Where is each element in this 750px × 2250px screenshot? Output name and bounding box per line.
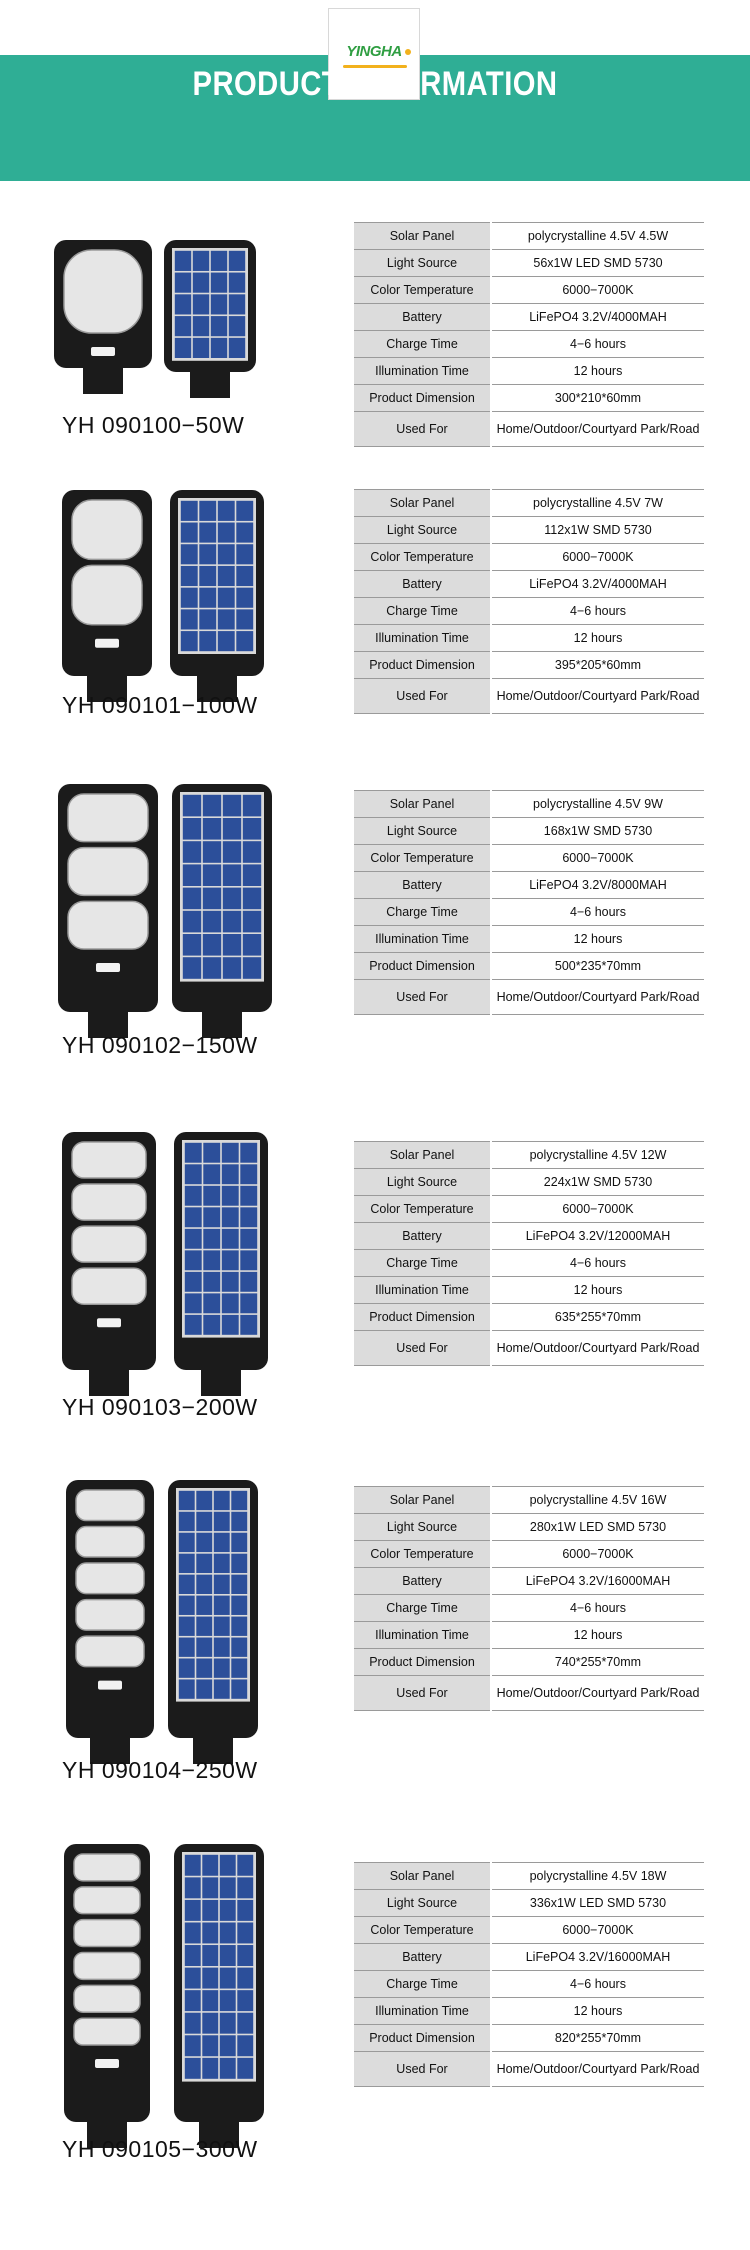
spec-label: Light Source	[354, 1514, 491, 1541]
spec-label: Light Source	[354, 1890, 491, 1917]
spec-label: Color Temperature	[354, 544, 491, 571]
table-row	[354, 625, 704, 652]
spec-label: Solar Panel	[354, 1863, 491, 1890]
lamp-front-image	[60, 1130, 158, 1402]
spec-value: polycrystalline 4.5V 16W	[491, 1487, 704, 1514]
table-row	[354, 1223, 704, 1250]
spec-value: 820*255*70mm	[491, 2025, 704, 2052]
spec-label: Used For	[354, 679, 491, 714]
spec-label: Used For	[354, 412, 491, 447]
table-row	[354, 571, 704, 598]
spec-label: Product Dimension	[354, 652, 491, 679]
led-module	[72, 1268, 146, 1304]
spec-label: Color Temperature	[354, 1541, 491, 1568]
spec-label: Illumination Time	[354, 358, 491, 385]
spec-value: LiFePO4 3.2V/4000MAH	[491, 571, 704, 598]
spec-table	[354, 1141, 704, 1366]
spec-label: Solar Panel	[354, 1487, 491, 1514]
spec-label: Battery	[354, 1223, 491, 1250]
led-module	[76, 1563, 144, 1594]
model-name: YH 090104−250W	[62, 1757, 258, 1783]
spec-table	[354, 790, 704, 1015]
table-row	[354, 899, 704, 926]
table-row	[354, 1169, 704, 1196]
table-row	[354, 791, 704, 818]
spec-value: 395*205*60mm	[491, 652, 704, 679]
table-row	[354, 1541, 704, 1568]
table-row	[354, 1917, 704, 1944]
table-row	[354, 250, 704, 277]
spec-value: Home/Outdoor/Courtyard Park/Road	[491, 412, 704, 447]
model-name: YH 090103−200W	[62, 1394, 258, 1420]
spec-value: 6000−7000K	[491, 1196, 704, 1223]
sun-icon	[403, 47, 413, 57]
spec-value: 12 hours	[491, 926, 704, 953]
table-row	[354, 1998, 704, 2025]
table-row	[354, 331, 704, 358]
spec-table	[354, 1862, 704, 2087]
spec-label: Color Temperature	[354, 845, 491, 872]
led-module	[68, 901, 148, 949]
spec-value: 4−6 hours	[491, 1971, 704, 1998]
spec-table	[354, 222, 704, 447]
spec-value: 12 hours	[491, 625, 704, 652]
spec-label: Charge Time	[354, 1250, 491, 1277]
table-row	[354, 1487, 704, 1514]
table-row	[354, 1196, 704, 1223]
spec-value: 635*255*70mm	[491, 1304, 704, 1331]
sensor-icon	[95, 639, 119, 648]
spec-value: 12 hours	[491, 1998, 704, 2025]
table-row	[354, 277, 704, 304]
spec-label: Used For	[354, 2052, 491, 2087]
spec-value: 224x1W SMD 5730	[491, 1169, 704, 1196]
spec-label: Charge Time	[354, 1595, 491, 1622]
table-row	[354, 358, 704, 385]
table-row	[354, 872, 704, 899]
logo-text: YINGHA	[346, 43, 402, 60]
lamp-front-image	[60, 488, 154, 708]
spec-label: Used For	[354, 1331, 491, 1366]
spec-label: Battery	[354, 1568, 491, 1595]
table-row	[354, 2052, 704, 2087]
lamp-back-solar-image	[162, 238, 258, 404]
spec-label: Charge Time	[354, 899, 491, 926]
spec-value: 4−6 hours	[491, 331, 704, 358]
spec-table	[354, 489, 704, 714]
spec-value: 168x1W SMD 5730	[491, 818, 704, 845]
spec-value: polycrystalline 4.5V 4.5W	[491, 223, 704, 250]
model-name: YH 090100−50W	[62, 412, 245, 438]
table-row	[354, 1622, 704, 1649]
spec-value: 6000−7000K	[491, 277, 704, 304]
spec-value: 56x1W LED SMD 5730	[491, 250, 704, 277]
spec-value: 4−6 hours	[491, 598, 704, 625]
table-row	[354, 2025, 704, 2052]
spec-value: 6000−7000K	[491, 544, 704, 571]
sensor-icon	[96, 963, 120, 972]
spec-value: 500*235*70mm	[491, 953, 704, 980]
spec-label: Illumination Time	[354, 926, 491, 953]
spec-value: polycrystalline 4.5V 12W	[491, 1142, 704, 1169]
page-title: PRODUCT INFORMATION	[192, 65, 558, 103]
table-row	[354, 1863, 704, 1890]
spec-label: Battery	[354, 571, 491, 598]
table-row	[354, 1142, 704, 1169]
table-row	[354, 490, 704, 517]
table-row	[354, 679, 704, 714]
led-module	[68, 794, 148, 842]
led-module	[72, 1142, 146, 1178]
spec-label: Light Source	[354, 250, 491, 277]
spec-label: Solar Panel	[354, 791, 491, 818]
table-row	[354, 598, 704, 625]
table-row	[354, 1250, 704, 1277]
spec-value: polycrystalline 4.5V 9W	[491, 791, 704, 818]
table-row	[354, 412, 704, 447]
table-row	[354, 1331, 704, 1366]
spec-value: LiFePO4 3.2V/16000MAH	[491, 1944, 704, 1971]
sensor-icon	[91, 347, 115, 356]
lamp-front-image	[62, 1842, 152, 2154]
spec-label: Product Dimension	[354, 385, 491, 412]
led-module	[76, 1527, 144, 1558]
spec-label: Light Source	[354, 517, 491, 544]
spec-value: 740*255*70mm	[491, 1649, 704, 1676]
sensor-icon	[97, 1318, 121, 1327]
spec-value: 6000−7000K	[491, 1541, 704, 1568]
spec-label: Illumination Time	[354, 1622, 491, 1649]
spec-label: Color Temperature	[354, 277, 491, 304]
spec-label: Product Dimension	[354, 1304, 491, 1331]
spec-value: 4−6 hours	[491, 1595, 704, 1622]
table-row	[354, 1649, 704, 1676]
table-row	[354, 818, 704, 845]
table-row	[354, 980, 704, 1015]
table-row	[354, 1514, 704, 1541]
spec-label: Battery	[354, 872, 491, 899]
spec-label: Color Temperature	[354, 1917, 491, 1944]
table-row	[354, 304, 704, 331]
spec-label: Solar Panel	[354, 223, 491, 250]
led-module	[74, 1887, 140, 1914]
lamp-back-solar-image	[172, 1130, 270, 1402]
spec-value: polycrystalline 4.5V 18W	[491, 1863, 704, 1890]
spec-label: Product Dimension	[354, 2025, 491, 2052]
sensor-icon	[98, 1681, 122, 1690]
spec-label: Battery	[354, 1944, 491, 1971]
lamp-front-image	[64, 1478, 156, 1770]
led-module	[74, 1985, 140, 2012]
table-row	[354, 845, 704, 872]
sensor-icon	[95, 2059, 119, 2068]
table-row	[354, 652, 704, 679]
led-module	[76, 1490, 144, 1521]
table-row	[354, 1676, 704, 1711]
spec-value: 4−6 hours	[491, 1250, 704, 1277]
led-module	[72, 500, 142, 559]
spec-label: Light Source	[354, 1169, 491, 1196]
spec-label: Solar Panel	[354, 490, 491, 517]
lamp-back-solar-image	[172, 1842, 266, 2154]
spec-value: polycrystalline 4.5V 7W	[491, 490, 704, 517]
spec-value: Home/Outdoor/Courtyard Park/Road	[491, 1676, 704, 1711]
spec-label: Used For	[354, 1676, 491, 1711]
spec-value: LiFePO4 3.2V/16000MAH	[491, 1568, 704, 1595]
led-module	[72, 1226, 146, 1262]
spec-value: 280x1W LED SMD 5730	[491, 1514, 704, 1541]
table-row	[354, 926, 704, 953]
spec-label: Product Dimension	[354, 1649, 491, 1676]
table-row	[354, 385, 704, 412]
spec-label: Used For	[354, 980, 491, 1015]
led-module	[74, 1854, 140, 1881]
spec-label: Product Dimension	[354, 953, 491, 980]
spec-value: 6000−7000K	[491, 845, 704, 872]
led-module	[74, 1953, 140, 1980]
spec-label: Illumination Time	[354, 1277, 491, 1304]
table-row	[354, 1277, 704, 1304]
lamp-back-solar-image	[168, 488, 266, 708]
spec-value: 12 hours	[491, 358, 704, 385]
led-module	[76, 1600, 144, 1631]
spec-label: Battery	[354, 304, 491, 331]
table-row	[354, 1568, 704, 1595]
led-module	[72, 565, 142, 624]
led-module	[72, 1184, 146, 1220]
spec-table	[354, 1486, 704, 1711]
table-row	[354, 1890, 704, 1917]
led-module	[64, 250, 142, 333]
spec-value: LiFePO4 3.2V/8000MAH	[491, 872, 704, 899]
spec-label: Illumination Time	[354, 625, 491, 652]
spec-label: Charge Time	[354, 1971, 491, 1998]
spec-value: LiFePO4 3.2V/12000MAH	[491, 1223, 704, 1250]
spec-value: 336x1W LED SMD 5730	[491, 1890, 704, 1917]
led-module	[76, 1636, 144, 1667]
lamp-back-solar-image	[170, 782, 274, 1044]
model-name: YH 090101−100W	[62, 692, 258, 718]
table-row	[354, 1595, 704, 1622]
spec-label: Charge Time	[354, 598, 491, 625]
model-name: YH 090105−300W	[62, 2136, 258, 2162]
spec-value: Home/Outdoor/Courtyard Park/Road	[491, 980, 704, 1015]
table-row	[354, 1971, 704, 1998]
table-row	[354, 1304, 704, 1331]
spec-value: Home/Outdoor/Courtyard Park/Road	[491, 1331, 704, 1366]
table-row	[354, 953, 704, 980]
spec-label: Illumination Time	[354, 1998, 491, 2025]
table-row	[354, 1944, 704, 1971]
spec-label: Color Temperature	[354, 1196, 491, 1223]
lamp-back-solar-image	[166, 1478, 260, 1770]
spec-value: 12 hours	[491, 1277, 704, 1304]
table-row	[354, 544, 704, 571]
led-module	[74, 2018, 140, 2045]
spec-label: Charge Time	[354, 331, 491, 358]
spec-value: 300*210*60mm	[491, 385, 704, 412]
spec-value: Home/Outdoor/Courtyard Park/Road	[491, 2052, 704, 2087]
lamp-front-image	[56, 782, 160, 1044]
table-row	[354, 223, 704, 250]
spec-label: Solar Panel	[354, 1142, 491, 1169]
spec-value: LiFePO4 3.2V/4000MAH	[491, 304, 704, 331]
spec-label: Light Source	[354, 818, 491, 845]
spec-value: 112x1W SMD 5730	[491, 517, 704, 544]
spec-value: 12 hours	[491, 1622, 704, 1649]
lamp-front-image	[52, 238, 154, 400]
spec-value: Home/Outdoor/Courtyard Park/Road	[491, 679, 704, 714]
led-module	[68, 848, 148, 896]
led-module	[74, 1920, 140, 1947]
spec-value: 6000−7000K	[491, 1917, 704, 1944]
spec-value: 4−6 hours	[491, 899, 704, 926]
table-row	[354, 517, 704, 544]
model-name: YH 090102−150W	[62, 1032, 258, 1058]
